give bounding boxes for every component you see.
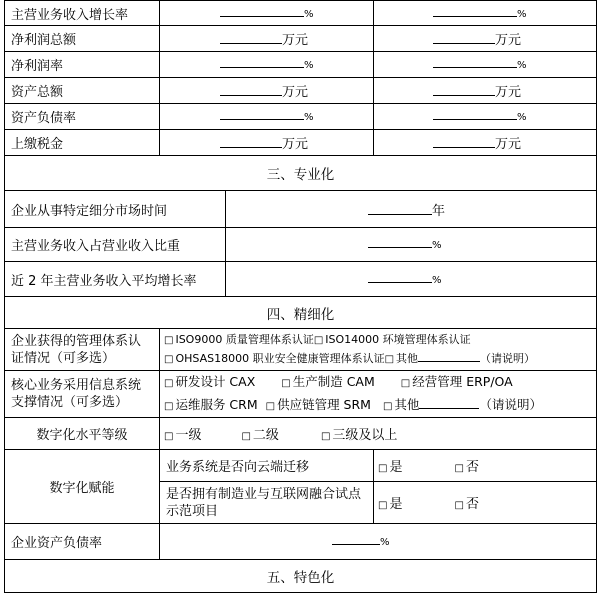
opt-other: 其他 (394, 397, 420, 412)
metric-row (5, 26, 597, 52)
metric-label: 资产总额 (5, 78, 160, 104)
yes-option: 是 (389, 460, 403, 475)
digital-empower-row (5, 450, 597, 482)
opt-iso9000: ISO9000 质量管理体系认证 (175, 332, 314, 346)
please-specify-note: （请说明） (479, 397, 542, 412)
opt-mfg-cam: 生产制造 CAM (292, 374, 375, 389)
digital-level-label: 数字化水平等级 (5, 418, 160, 450)
metric-unit: 万元 (282, 85, 309, 100)
opt-level-1: 一级 (175, 428, 202, 443)
metric-unit: 万元 (282, 137, 309, 152)
checkbox-icon[interactable]: □ (382, 401, 393, 412)
other-cert-field[interactable] (418, 361, 480, 362)
checkbox-icon[interactable]: □ (454, 500, 464, 511)
spec-label: 近 2 年主营业务收入平均增长率 (5, 262, 226, 297)
debt-ratio-row (5, 524, 597, 560)
metric-value-2024[interactable] (220, 95, 282, 96)
spec-unit: % (432, 274, 442, 286)
metric-unit: % (304, 112, 314, 123)
metric-value-2024[interactable] (220, 67, 304, 68)
pilot-project-question: 是否拥有制造业与互联网融合试点示范项目 (160, 482, 374, 524)
spec-label: 主营业务收入占营业收入比重 (5, 228, 226, 262)
digital-empower-label: 数字化赋能 (5, 450, 160, 524)
spec-row (5, 228, 597, 262)
debt-ratio-value[interactable] (332, 544, 380, 545)
metric-unit: 万元 (495, 85, 522, 100)
metric-value-2023[interactable] (433, 119, 517, 120)
metric-unit: 万元 (495, 137, 522, 152)
metric-value-2023[interactable] (433, 43, 495, 44)
spec-unit: 年 (432, 203, 446, 219)
metric-row (5, 130, 597, 156)
section-header (5, 297, 597, 329)
checkbox-icon[interactable]: □ (400, 378, 411, 389)
checkbox-icon[interactable]: □ (164, 353, 174, 365)
metric-row (5, 78, 597, 104)
section-title-characteristic: 五、特色化 (5, 560, 597, 593)
spec-value[interactable] (368, 214, 432, 215)
checkbox-icon[interactable]: □ (313, 334, 324, 346)
spec-row (5, 191, 597, 228)
opt-erp-oa: 经营管理 ERP/OA (412, 374, 513, 389)
metric-value-2023[interactable] (433, 16, 517, 17)
other-system-field[interactable] (419, 408, 479, 409)
checkbox-icon[interactable]: □ (384, 353, 395, 365)
digital-level-row (5, 418, 597, 450)
opt-level-2: 二级 (252, 428, 279, 443)
spec-unit: % (432, 240, 442, 251)
metric-value-2024[interactable] (220, 16, 304, 17)
no-option: 否 (465, 460, 479, 475)
metric-value-2024[interactable] (220, 147, 282, 148)
enterprise-form-table (4, 0, 597, 593)
checkbox-icon[interactable]: □ (164, 401, 174, 412)
metric-value-2023[interactable] (433, 67, 517, 68)
cloud-migration-question: 业务系统是否向云端迁移 (160, 450, 374, 482)
metric-label: 主营业务收入增长率 (5, 1, 160, 26)
checkbox-icon[interactable]: □ (164, 378, 174, 389)
opt-level-3-plus: 三级及以上 (332, 428, 398, 443)
checkbox-icon[interactable]: □ (378, 500, 388, 511)
debt-ratio-label: 企业资产负债率 (5, 524, 160, 560)
metric-unit: % (304, 8, 314, 20)
opt-other: 其他 (396, 351, 419, 365)
metric-row (5, 104, 597, 130)
section-title-specialization: 三、专业化 (5, 156, 597, 191)
opt-ohsas18000: OHSAS18000 职业安全健康管理体系认证 (175, 351, 385, 365)
section-header (5, 156, 597, 191)
no-option: 否 (465, 497, 479, 512)
please-specify-note: （请说明） (480, 351, 536, 365)
metric-unit: % (517, 60, 527, 71)
checkbox-icon[interactable]: □ (320, 431, 331, 442)
checkbox-icon[interactable]: □ (378, 463, 388, 474)
section-header (5, 560, 597, 593)
metric-label: 净利润率 (5, 52, 160, 78)
metric-label: 上缴税金 (5, 130, 160, 156)
opt-iso14000: ISO14000 环境管理体系认证 (325, 332, 471, 346)
yes-option: 是 (389, 497, 403, 512)
checkbox-icon[interactable]: □ (164, 334, 174, 346)
section-title-refinement: 四、精细化 (5, 297, 597, 329)
checkbox-icon[interactable]: □ (265, 401, 276, 412)
metric-unit: % (517, 8, 527, 20)
metric-value-2024[interactable] (220, 119, 304, 120)
metric-unit: % (304, 60, 314, 71)
metric-unit: 万元 (495, 33, 522, 48)
metric-label: 净利润总额 (5, 26, 160, 52)
info-system-row (5, 371, 597, 418)
checkbox-icon[interactable]: □ (454, 463, 464, 474)
checkbox-icon[interactable]: □ (241, 431, 251, 442)
spec-label: 企业从事特定细分市场时间 (5, 191, 226, 228)
metric-value-2024[interactable] (220, 43, 282, 44)
spec-row (5, 262, 597, 297)
metric-label: 资产负债率 (5, 104, 160, 130)
opt-scm-srm: 供应链管理 SRM (277, 397, 371, 412)
metric-value-2023[interactable] (433, 147, 495, 148)
metric-unit: 万元 (282, 33, 309, 48)
opt-ops-crm: 运维服务 CRM (175, 397, 258, 412)
metric-row (5, 1, 597, 26)
spec-value[interactable] (368, 247, 432, 248)
info-system-label: 核心业务采用信息系统支撑情况（可多选） (5, 371, 160, 418)
opt-rd-cax: 研发设计 CAX (175, 374, 256, 389)
mgmt-cert-label: 企业获得的管理体系认证情况（可多选） (5, 329, 160, 371)
mgmt-cert-row (5, 329, 597, 371)
checkbox-icon[interactable]: □ (164, 431, 174, 442)
metric-unit: % (517, 112, 527, 123)
metric-value-2023[interactable] (433, 95, 495, 96)
debt-ratio-unit: % (380, 537, 390, 548)
checkbox-icon[interactable]: □ (281, 378, 291, 389)
metric-row (5, 52, 597, 78)
spec-value[interactable] (368, 282, 432, 283)
